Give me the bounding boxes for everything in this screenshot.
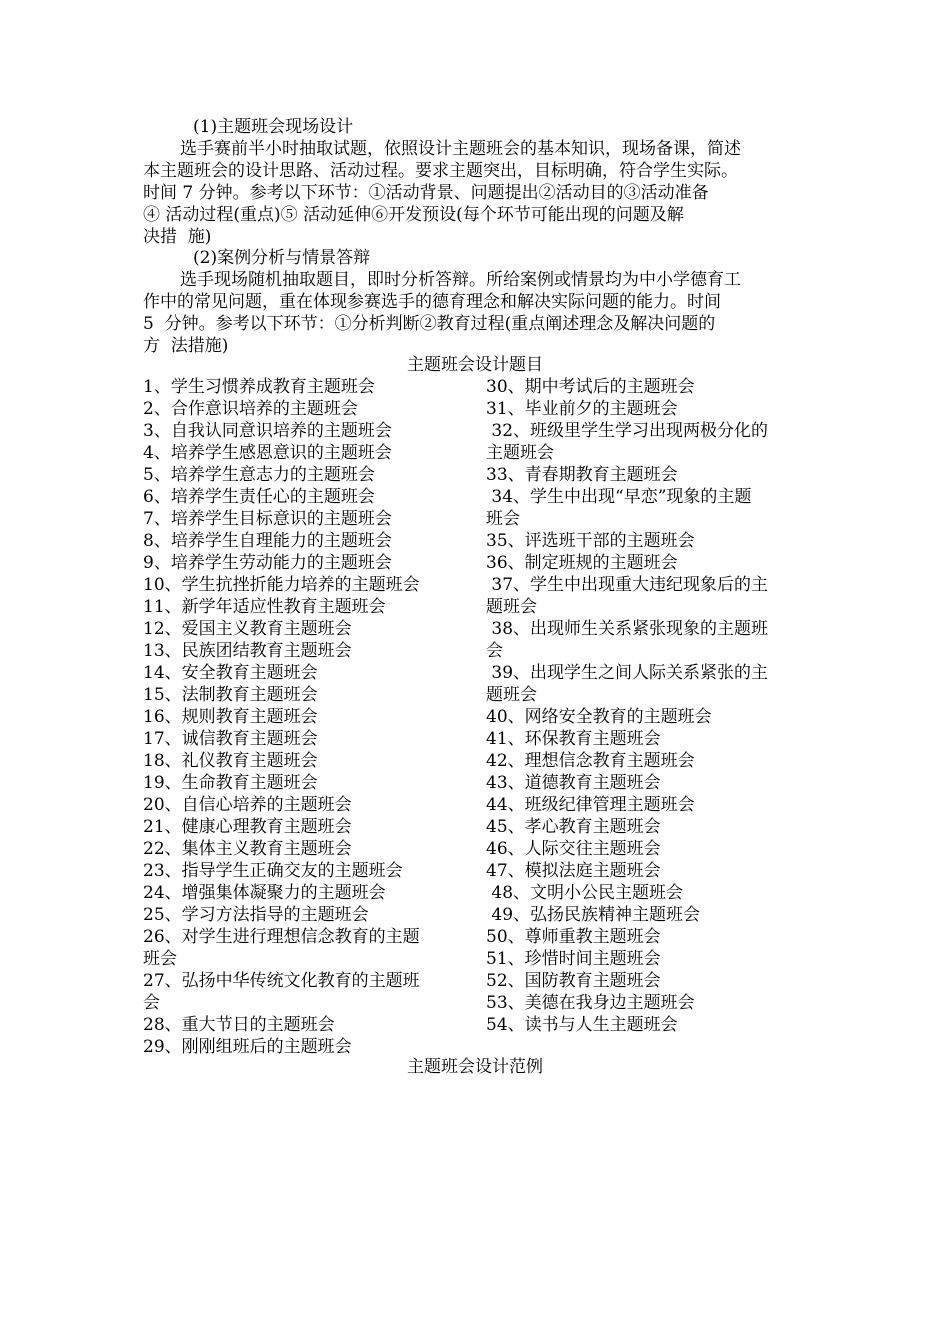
topic-list-item: 16、规则教育主题班会	[143, 707, 318, 727]
topic-list-item: 18、礼仪教育主题班会	[143, 751, 318, 771]
topic-list-item: 8、培养学生自理能力的主题班会	[143, 531, 392, 551]
topic-list-item: 23、指导学生正确交友的主题班会	[143, 861, 403, 881]
paragraph-line: 决措 施)	[143, 227, 212, 247]
topic-list-item: 28、重大节日的主题班会	[143, 1015, 335, 1035]
topic-list-item: 会	[143, 993, 160, 1013]
topic-list-item: 47、模拟法庭主题班会	[486, 861, 661, 881]
topic-list-item: 13、民族团结教育主题班会	[143, 641, 352, 661]
topic-list-item: 2、合作意识培养的主题班会	[143, 399, 358, 419]
topic-list-item: 25、学习方法指导的主题班会	[143, 905, 369, 925]
paragraph-line: 时间 7 分钟。参考以下环节：①活动背景、问题提出②活动目的③活动准备	[143, 183, 709, 203]
paragraph-line: 作中的常见问题，重在体现参赛选手的德育理念和解决实际问题的能力。时间	[143, 292, 721, 312]
paragraph-line: ④ 活动过程(重点)⑤ 活动延伸⑥开发预设(每个环节可能出现的问题及解	[143, 205, 684, 225]
topic-list-item: 5、培养学生意志力的主题班会	[143, 465, 375, 485]
topic-list-item: 42、理想信念教育主题班会	[486, 751, 695, 771]
section-heading-2: (2)案例分析与情景答辩	[193, 248, 371, 268]
topic-list-item: 题班会	[486, 597, 537, 617]
topic-list-item: 10、学生抗挫折能力培养的主题班会	[143, 575, 420, 595]
topic-list-item: 26、对学生进行理想信念教育的主题	[143, 927, 420, 947]
topic-list-item: 39、出现学生之间人际关系紧张的主	[486, 663, 769, 683]
topic-list-item: 22、集体主义教育主题班会	[143, 839, 352, 859]
topic-list-item: 31、毕业前夕的主题班会	[486, 399, 678, 419]
topic-list-item: 4、培养学生感恩意识的主题班会	[143, 443, 392, 463]
paragraph-line: 5 分钟。参考以下环节：①分析判断②教育过程(重点阐述理念及解决问题的	[143, 314, 716, 334]
left-topic-list	[143, 376, 420, 1058]
topic-list-item: 32、班级里学生学习出现两极分化的	[486, 421, 769, 441]
paragraph-line: 方 法措施)	[143, 336, 229, 356]
topic-list-item: 12、爱国主义教育主题班会	[143, 619, 352, 639]
topic-list-item: 35、评选班干部的主题班会	[486, 531, 695, 551]
topic-list-item: 53、美德在我身边主题班会	[486, 993, 695, 1013]
topic-list-item: 27、弘扬中华传统文化教育的主题班	[143, 971, 420, 991]
topic-list-item: 6、培养学生责任心的主题班会	[143, 487, 375, 507]
topic-list-item: 43、道德教育主题班会	[486, 773, 661, 793]
topic-list-item: 9、培养学生劳动能力的主题班会	[143, 553, 392, 573]
topic-list-item: 11、新学年适应性教育主题班会	[143, 597, 386, 617]
topic-list-item: 51、珍惜时间主题班会	[486, 949, 661, 969]
topic-list-item: 33、青春期教育主题班会	[486, 465, 678, 485]
topic-list-item: 24、增强集体凝聚力的主题班会	[143, 883, 386, 903]
topic-list-item: 3、自我认同意识培养的主题班会	[143, 421, 392, 441]
topic-list-item: 班会	[143, 949, 177, 969]
topic-list-item: 34、学生中出现“早恋”现象的主题	[486, 487, 752, 507]
topic-list-item: 50、尊师重教主题班会	[486, 927, 661, 947]
topic-list-item: 20、自信心培养的主题班会	[143, 795, 352, 815]
topic-list-item: 7、培养学生目标意识的主题班会	[143, 509, 392, 529]
topic-list-item: 38、出现师生关系紧张现象的主题班	[486, 619, 769, 639]
example-title: 主题班会设计范例	[407, 1057, 543, 1077]
topic-list-item: 主题班会	[486, 443, 554, 463]
topic-list-item: 题班会	[486, 685, 537, 705]
topics-title: 主题班会设计题目	[407, 355, 543, 375]
topic-list-item: 1、学生习惯养成教育主题班会	[143, 377, 375, 397]
topic-list-item: 45、孝心教育主题班会	[486, 817, 661, 837]
topic-list-item: 15、法制教育主题班会	[143, 685, 318, 705]
topic-list-item: 21、健康心理教育主题班会	[143, 817, 352, 837]
topic-list-item: 40、网络安全教育的主题班会	[486, 707, 712, 727]
topic-list-item: 29、刚刚组班后的主题班会	[143, 1037, 352, 1057]
topic-list-item: 54、读书与人生主题班会	[486, 1015, 678, 1035]
topic-list-item: 52、国防教育主题班会	[486, 971, 661, 991]
topic-list-item: 37、学生中出现重大违纪现象后的主	[486, 575, 769, 595]
topic-list-item: 19、生命教育主题班会	[143, 773, 318, 793]
topic-list-item: 49、弘扬民族精神主题班会	[486, 905, 701, 925]
topic-list-item: 班会	[486, 509, 520, 529]
topic-list-item: 44、班级纪律管理主题班会	[486, 795, 695, 815]
topic-list-item: 41、环保教育主题班会	[486, 729, 661, 749]
section-heading-1: (1)主题班会现场设计	[193, 117, 354, 137]
topic-list-item: 30、期中考试后的主题班会	[486, 377, 695, 397]
topic-list-item: 14、安全教育主题班会	[143, 663, 318, 683]
paragraph-line: 本主题班会的设计思路、活动过程。要求主题突出，目标明确，符合学生实际。	[143, 161, 738, 181]
topic-list-item: 会	[486, 641, 503, 661]
topic-list-item: 36、制定班规的主题班会	[486, 553, 678, 573]
topic-list-item: 17、诚信教育主题班会	[143, 729, 318, 749]
topic-list-item: 46、人际交往主题班会	[486, 839, 661, 859]
paragraph-line: 选手赛前半小时抽取试题，依照设计主题班会的基本知识，现场备课，简述	[180, 139, 741, 159]
paragraph-line: 选手现场随机抽取题目，即时分析答辩。所给案例或情景均为中小学德育工	[180, 270, 741, 290]
right-topic-list	[486, 376, 768, 1036]
topic-list-item: 48、文明小公民主题班会	[486, 883, 684, 903]
